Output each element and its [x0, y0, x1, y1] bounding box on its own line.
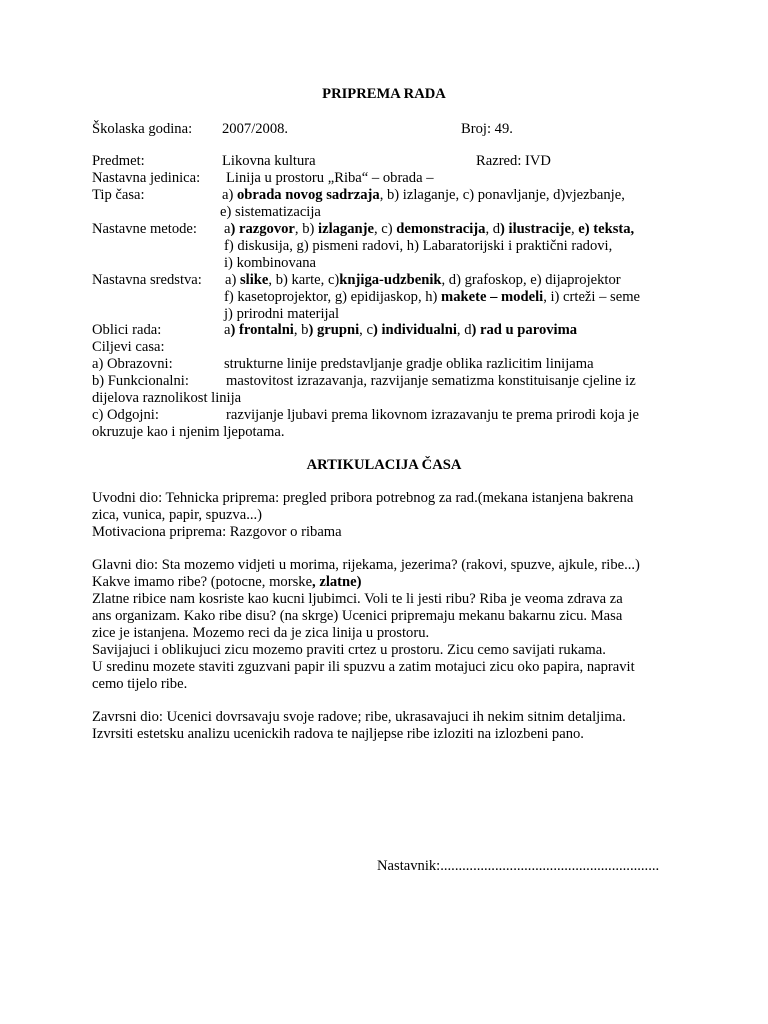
document-title: PRIPREMA RADA: [322, 86, 446, 102]
school-year-value: 2007/2008.: [222, 121, 289, 137]
upbringing-goal-text-cont: okruzuje kao i njenim ljepotama.: [92, 424, 285, 440]
lesson-type-line-2: e) sistematizacija: [220, 204, 321, 220]
main-line-5: zice je istanjena. Mozemo reci da je zica linija u prostoru.: [92, 625, 430, 641]
functional-goal-text-cont: dijelova raznolikost linija: [92, 390, 242, 406]
lesson-type-line-1: a) obrada novog sadrzaja, b) izlaganje, c) ponavljanje, d)vjezbanje,: [222, 187, 625, 203]
teaching-aids-line-1: a) slike, b) karte, c)knjiga-udzbenik, d) grafoskop, e) dijaprojektor: [225, 272, 621, 288]
closing-line-1: Zavrsni dio: Ucenici dovrsavaju svoje radove; ribe, ukrasavajuci ih nekim sitnim detaljima.: [92, 709, 626, 725]
functional-goal-text: mastovitost izrazavanja, razvijanje sematizma konstituisanje cjeline iz: [226, 373, 636, 389]
intro-line-3: Motivaciona priprema: Razgovor o ribama: [92, 524, 342, 540]
lesson-unit-value: Linija u prostoru „Riba“ – obrada –: [226, 170, 434, 186]
functional-goal-label: b) Funkcionalni:: [92, 373, 189, 389]
subject-label: Predmet:: [92, 153, 145, 169]
upbringing-goal-label: c) Odgojni:: [92, 407, 159, 423]
closing-line-2: Izvrsiti estetsku analizu ucenickih radova te najljepse ribe izloziti na izlozbeni pano.: [92, 726, 584, 742]
number-field: Broj: 49.: [461, 121, 513, 137]
teacher-signature-line: Nastavnik:............................................................: [377, 858, 660, 874]
intro-line-1: Uvodni dio: Tehnicka priprema: pregled pribora potrebnog za rad.(mekana istanjena bakrena: [92, 490, 634, 506]
work-forms-value: a) frontalni, b) grupni, c) individualni, d) rad u parovima: [224, 322, 578, 338]
goals-label: Ciljevi casa:: [92, 339, 165, 355]
teaching-aids-label: Nastavna sredstva:: [92, 272, 202, 288]
teaching-methods-label: Nastavne metode:: [92, 221, 197, 237]
main-line-7: U sredinu mozete staviti zguzvani papir ili spuzvu a zatim motajuci zicu oko papira, napravit: [92, 659, 635, 675]
main-line-3: Zlatne ribice nam kosriste kao kucni ljubimci. Voli te li jesti ribu? Riba je veoma zdrava za: [92, 591, 623, 607]
teaching-methods-line-1: a) razgovor, b) izlaganje, c) demonstracija, d) ilustracije, e) teksta,: [224, 221, 635, 237]
class-field: Razred: IVD: [476, 153, 551, 169]
main-line-8: cemo tijelo ribe.: [92, 676, 188, 692]
teaching-aids-line-3: j) prirodni materijal: [224, 306, 340, 322]
lesson-type-label: Tip časa:: [92, 187, 145, 203]
teaching-methods-line-2: f) diskusija, g) pismeni radovi, h) Labaratorijski i praktični radovi,: [224, 238, 613, 254]
teaching-methods-line-3: i) kombinovana: [224, 255, 317, 271]
work-forms-label: Oblici rada:: [92, 322, 162, 338]
lesson-unit-label: Nastavna jedinica:: [92, 170, 201, 186]
educational-goal-label: a) Obrazovni:: [92, 356, 173, 372]
educational-goal-text: strukturne linije predstavljanje gradje oblika razlicitim linijama: [224, 356, 594, 372]
school-year-label: Školaska godina:: [92, 121, 193, 137]
main-line-6: Savijajuci i oblikujuci zicu mozemo praviti crtez u prostoru. Zicu cemo savijati rukama.: [92, 642, 606, 658]
main-line-2: Kakve imamo ribe? (potocne, morske, zlatne): [92, 574, 362, 590]
teaching-aids-line-2: f) kasetoprojektor, g) epidijaskop, h) makete – modeli, i) crteži – seme: [224, 289, 641, 305]
upbringing-goal-text: razvijanje ljubavi prema likovnom izrazavanju te prema prirodi koja je: [226, 407, 639, 423]
intro-line-2: zica, vunica, papir, spuzva...): [92, 507, 263, 523]
subject-value: Likovna kultura: [222, 153, 316, 169]
articulation-title: ARTIKULACIJA ČASA: [306, 457, 462, 473]
main-line-4: ans organizam. Kako ribe disu? (na skrge) Ucenici pripremaju mekanu bakarnu zicu. Masa: [92, 608, 623, 624]
main-line-1: Glavni dio: Sta mozemo vidjeti u morima, rijekama, jezerima? (rakovi, spuzve, ajkule, ribe...): [92, 557, 640, 573]
